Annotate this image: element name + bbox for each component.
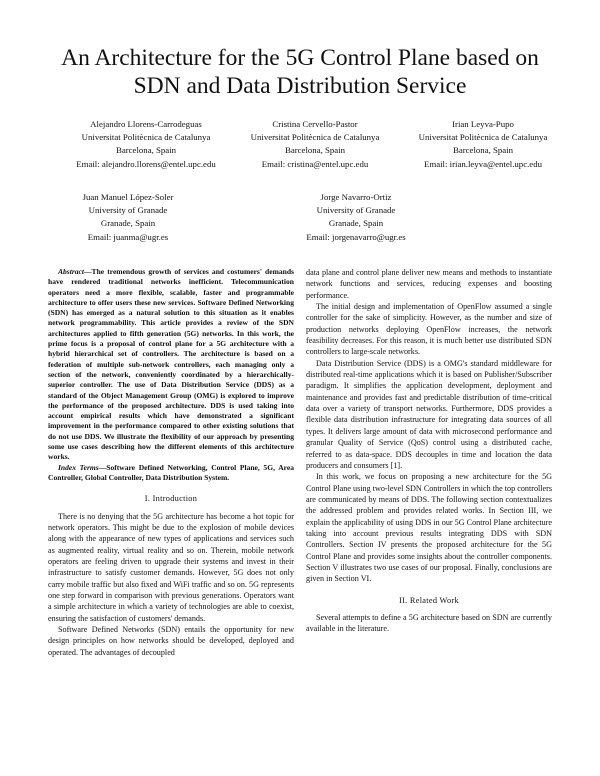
section-heading-related-work: II. Related Work (399, 595, 459, 605)
author-location: Granade, Spain (328, 218, 384, 229)
author-location: Barcelona, Spain (115, 145, 177, 156)
body-paragraph: The initial design and implementation of OpenFlow assumed a single controller for the sake of simplicity. However, as the number and size of production networks deploying OpenFlow increases, the network feasibility decreases. For this reason, it is much better use distributed SDN controllers to large-scale networks. (306, 302, 552, 357)
author-location: Barcelona, Spain (284, 145, 346, 156)
author-name: Jorge Navarro-Ortiz (320, 192, 392, 202)
author-affiliation: University of Granade (88, 205, 168, 216)
author-name: Irian Leyva-Pupo (452, 119, 514, 129)
author-block-4 (28, 191, 228, 244)
author-email: Email: alejandro.llorens@entel.upc.edu (76, 158, 216, 169)
abstract-text: —The tremendous growth of services and costumers' demands have rendered traditional networks inefficient. Telecommunication operators need a more flexible, scalable, faster and programmable architecture to offer users these new services. Software Defined Networking (SDN) has emerged as a natural solution to this situation as it enables network programmability. This article provides a review of the SDN architectures applied to fifth generation (5G) networks. In this work, the prime focus is a proposal of control plane for a 5G architecture with a hybrid hierarchical set of controllers. The architecture is based on a federation of multiple sub-network controllers, each managing only a section of the network, conveniently coordinated by a hierarchically-superior controller. The use of Data Distribution Service (DDS) as a standard of the Object Management Group (OMG) is explored to improve the performance of the proposed architecture. DDS is used taking into account empirical results which have demonstrated a significant improvement in the performance compared to other existing solutions that do not use DDS. We illustrate the flexibility of our approach by presenting some use cases describing how the different elements of this architecture works. (48, 267, 294, 462)
author-email: Email: cristina@entel.upc.edu (261, 158, 369, 169)
body-paragraph: In this work, we focus on proposing a new architecture for the 5G Control Plane using two-level SDN Controllers in which the top controllers are communicated by means of DDS. The following section contextualizes the addressed problem and provides related works. In Section III, we explain the applicability of using DDS in our 5G Control Plane architecture taking into account previous results integrating DDS with SDN Controllers. Section IV presents the proposed architecture for the 5G Control Plane and provides some insights about the controller components. Section V illustrates two use cases of our proposal. Finally, conclusions are given in Section VI. (306, 472, 552, 584)
left-column (48, 267, 294, 658)
right-column (306, 267, 552, 635)
author-email: Email: jorgenavarro@ugr.es (306, 231, 406, 242)
abstract-label: Abstract (58, 267, 84, 276)
author-location: Barcelona, Spain (452, 145, 514, 156)
author-name: Cristina Cervello-Pastor (272, 119, 358, 129)
author-name: Juan Manuel López-Soler (82, 192, 174, 202)
body-paragraph: data plane and control plane deliver new means and methods to instantiate network functions and services, reducing expenses and boosting performance. (306, 268, 552, 300)
body-paragraph: Data Distribution Service (DDS) is a OMG's standard middleware for distributed real-time applications which it is based on Publisher/Subscriber paradigm. It simplifies the application development, deployment and maintenance and provides fast and predictable distribution of time-critical data over a variety of transport networks. Furthermore, DDS provides a flexible data distribution infrastructure for integrating data sources of all types. It delivers large amount of data with microsecond performance and granular Quality of Service (QoS) control using a distributed cache, referred to as data-space. DDS decouples in time and location the data producers and consumers [1]. (306, 358, 552, 470)
author-affiliation: University of Granade (316, 205, 396, 216)
section-heading-introduction: I. Introduction (144, 494, 198, 504)
author-block-5 (256, 191, 456, 244)
author-affiliation: Universitat Politècnica de Catalunya (418, 132, 548, 143)
index-terms-text: —Software Defined Networking, Control Plane, 5G, Area Controller, Global Controller, Data Distribution System. (48, 462, 294, 482)
index-terms-label: Index Terms (58, 462, 99, 472)
abstract (48, 267, 294, 463)
paper-title: An Architecture for the 5G Control Plane based on SDN and Data Distribution Service (61, 45, 539, 99)
author-name: Alejandro Llorens-Carrodeguas (90, 119, 202, 129)
author-email: Email: juanma@ugr.es (87, 231, 169, 242)
author-affiliation: Universitat Politècnica de Catalunya (81, 132, 211, 143)
body-paragraph: Software Defined Networks (SDN) entails the opportunity for new design principles on how networks should be developed, deployed and operated. The advantages of decoupled (48, 625, 294, 657)
index-terms (48, 463, 294, 484)
author-location: Granade, Spain (100, 218, 156, 229)
author-affiliation: Universitat Politècnica de Catalunya (250, 132, 380, 143)
author-block-3 (383, 118, 583, 171)
author-email: Email: irian.leyva@entel.upc.edu (423, 158, 543, 169)
body-paragraph: There is no denying that the 5G architecture has become a hot topic for network operators. This might be due to the explosion of mobile devices along with the appearance of new types of applications and services such as augmented reality, virtual reality and so on. Therein, mobile network operators are feeling driven to upgrade their systems and invest in their infrastructure to satisfy customer demands. However, 5G does not only carry mobile traffic but also fixed and WiFi traffic and so on. 5G represents one step forward in comparison with previous generations. Operators want a simple architecture in which a variety of technologies are able to coexist, ensuring the satisfaction of customers' demands. (48, 511, 294, 623)
body-paragraph: Several attempts to define a 5G architecture based on SDN are currently available in the literature. (306, 612, 552, 634)
